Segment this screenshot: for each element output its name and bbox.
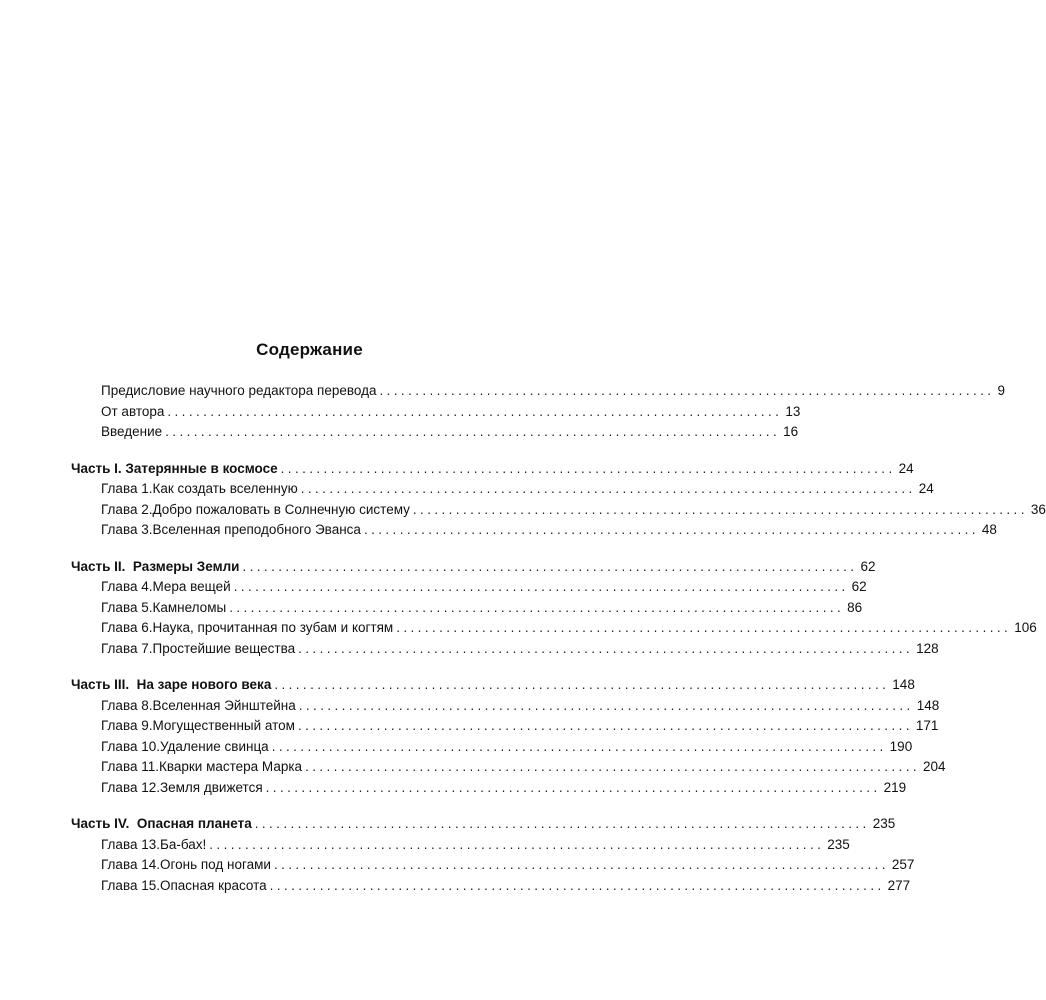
chapter-title: Удаление свинца [159,738,269,754]
page-title: Содержание [256,340,363,359]
leader-dots: ...................................................................................... [242,558,858,574]
chapter-title: Наука, прочитанная по зубам и когтям [152,620,394,635]
toc-part-row[interactable] [0,459,914,480]
toc-chapter-row[interactable] [0,716,939,737]
chapter-title: Добро пожаловать в Солнечную систему [152,501,410,517]
leader-dots: ...................................................................................... [298,697,914,713]
toc-part-row[interactable] [0,557,876,578]
chapter-number: Глава 5. [101,599,153,615]
toc-row-page: 106 [1014,620,1037,635]
toc-chapter-row[interactable] [0,737,913,758]
leader-dots: ...................................................................................... [167,403,783,419]
toc-row-page: 204 [923,759,946,774]
toc-group-part-4 [0,814,915,896]
chapter-number: Глава 13. [101,836,160,852]
toc-row-page: 36 [1030,501,1046,517]
chapter-number: Глава 4. [101,579,153,594]
leader-dots: ...................................................................................... [300,481,916,496]
toc-group-part-1 [0,459,1046,541]
toc-row[interactable] [0,381,1005,402]
chapter-number: Глава 1. [101,481,153,496]
toc-group-part-2 [0,557,1037,660]
toc-chapter-row[interactable] [0,639,939,660]
toc-chapter-row[interactable] [0,598,863,619]
chapter-number: Глава 9. [101,718,153,733]
toc-chapter-row[interactable] [0,520,997,541]
chapter-title: Мера вещей [152,579,231,594]
leader-dots: ...................................................................................... [209,836,825,852]
toc-part-row[interactable] [0,675,915,696]
toc-chapter-row[interactable] [0,577,867,598]
leader-dots: ...................................................................................... [297,718,913,733]
chapter-number: Глава 7. [101,640,153,656]
chapter-number: Глава 15. [101,877,160,893]
toc-part-row[interactable] [0,814,896,835]
chapter-number: Глава 14. [101,857,160,872]
chapter-title: Земля движется [159,779,263,795]
chapter-title: Ба-бах! [159,836,207,852]
chapter-title: Кварки мастера Марка [158,759,303,774]
toc-row-page: 48 [981,522,997,537]
toc-row-page: 128 [916,640,939,656]
toc-part-label: Часть IV. Опасная планета [71,816,252,831]
chapter-number: Глава 3. [101,522,153,537]
toc-chapter-row[interactable] [0,500,1046,521]
chapter-title: Огонь под ногами [159,857,271,872]
leader-dots: ...................................................................................... [396,620,1012,635]
chapter-number: Глава 12. [101,779,160,795]
chapter-title: Вселенная Эйнштейна [152,697,296,713]
leader-dots: ...................................................................................... [274,677,890,692]
toc-part-label: Часть I. Затерянные в космосе [71,460,278,476]
toc-row-page: 62 [851,579,867,594]
toc-row-page: 257 [891,857,915,872]
toc-row-label: Введение [101,424,163,439]
toc-chapter-row[interactable] [0,855,915,876]
leader-dots: ...................................................................................... [280,460,896,476]
chapter-number: Глава 11. [101,759,159,774]
leader-dots: ...................................................................................... [233,579,849,594]
toc-chapter-row[interactable] [0,876,911,897]
toc-row-page: 24 [898,460,914,476]
chapter-number: Глава 10. [101,738,160,754]
toc-chapter-row[interactable] [0,757,946,778]
leader-dots: ...................................................................................... [271,738,887,754]
leader-dots: ...................................................................................... [254,816,870,831]
toc-row-page: 277 [887,877,911,893]
chapter-title: Камнеломы [152,599,227,615]
toc-row[interactable] [0,402,801,423]
leader-dots: ...................................................................................... [269,877,885,893]
toc-chapter-row[interactable] [0,479,934,500]
chapter-title: Простейшие вещества [152,640,296,656]
chapter-title: Как создать вселенную [152,481,298,496]
toc-row-label: Предисловие научного редактора перевода [101,383,377,398]
chapter-title: Вселенная преподобного Эванса [152,522,361,537]
leader-dots: ...................................................................................... [265,779,881,795]
leader-dots: ...................................................................................... [379,383,995,398]
chapter-title: Опасная красота [159,877,267,893]
toc-chapter-row[interactable] [0,618,1037,639]
toc-row-page: 148 [892,677,915,692]
toc-group-part-3 [0,675,946,798]
leader-dots: ...................................................................................... [412,501,1028,517]
leader-dots: ...................................................................................... [165,424,781,439]
leader-dots: ...................................................................................... [298,640,914,656]
toc-row-page: 9 [997,383,1005,398]
toc-row-page: 148 [916,697,940,713]
leader-dots: ...................................................................................... [363,522,979,537]
toc-row-page: 13 [785,403,801,419]
leader-dots: ...................................................................................... [273,857,889,872]
leader-dots: ...................................................................................... [229,599,845,615]
table-of-contents [0,381,1046,912]
toc-chapter-row[interactable] [0,835,850,856]
toc-part-label: Часть II. Размеры Земли [71,558,240,574]
toc-row-page: 24 [918,481,934,496]
chapter-number: Глава 6. [101,620,153,635]
chapter-number: Глава 2. [101,501,153,517]
chapter-number: Глава 8. [101,697,153,713]
toc-chapter-row[interactable] [0,778,907,799]
toc-group-front-matter [0,381,1005,443]
toc-chapter-row[interactable] [0,696,940,717]
toc-row-label: От автора [101,403,165,419]
toc-part-label: Часть III. На заре нового века [71,677,272,692]
toc-row[interactable] [0,422,799,443]
leader-dots: ...................................................................................... [305,759,921,774]
toc-row-page: 171 [915,718,939,733]
toc-row-page: 235 [872,816,896,831]
toc-row-page: 16 [783,424,799,439]
toc-row-page: 190 [889,738,913,754]
toc-row-page: 86 [847,599,863,615]
toc-row-page: 62 [860,558,876,574]
toc-row-page: 235 [827,836,850,852]
toc-row-page: 219 [883,779,907,795]
chapter-title: Могущественный атом [152,718,295,733]
